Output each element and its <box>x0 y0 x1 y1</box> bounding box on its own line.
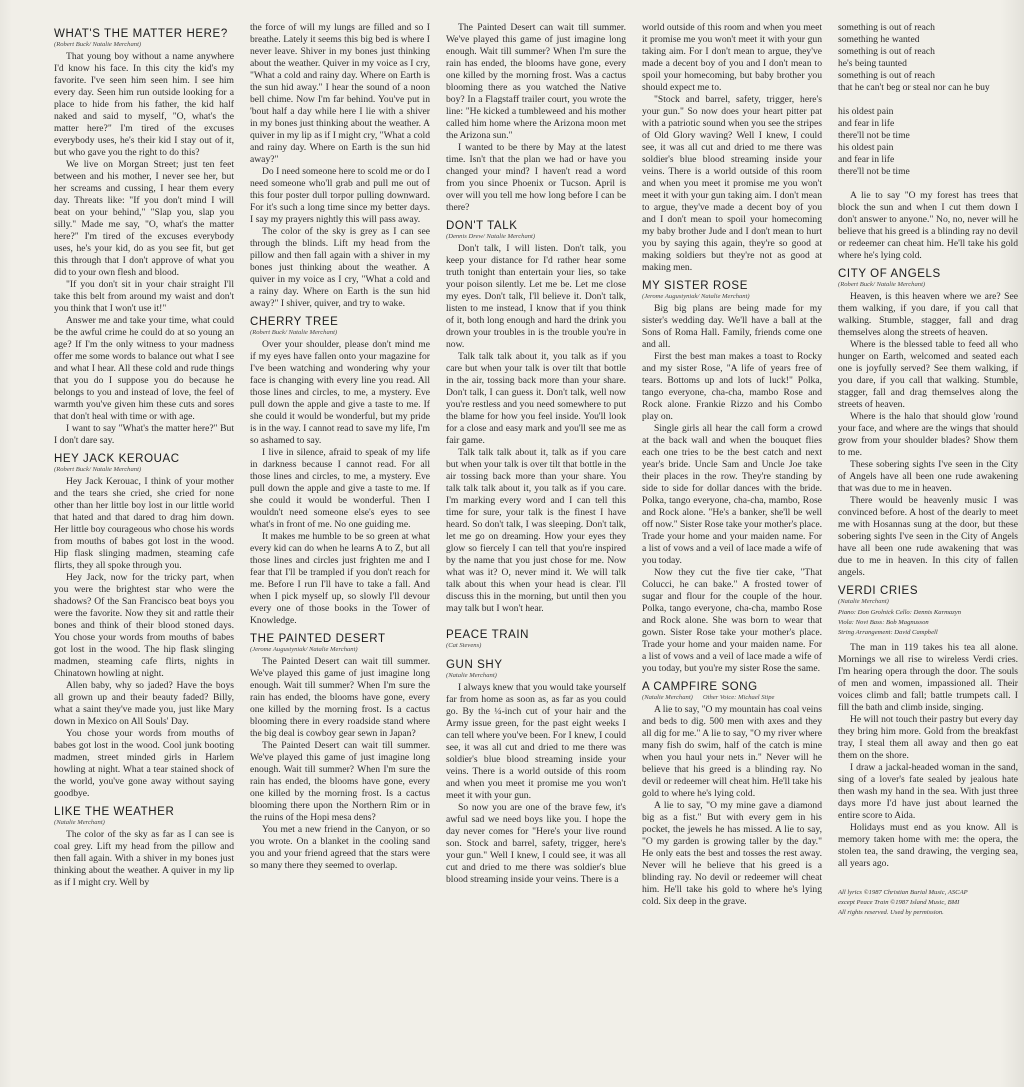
lyric-paragraph: Where is the halo that should glow 'round your face, and where are the wings that should grow from your shoulder blades? Show them to me. <box>838 411 1018 458</box>
lyric-paragraph: Hey Jack Kerouac, I think of your mother and the tears she cried, she cried for none other than her little boy lost in our little world that hated and that dared to drag him down. Her little boy courageous who chose his words from mouths of babes got lost in the wood. Hip flask slinging madmen, steaming cafe flirts, they all spoke through you. <box>54 476 234 571</box>
lyric-paragraph: Holidays must end as you know. All is memory taken home with me: the opera, the stolen tea, the sand drawing, the verging sea, all years ago. <box>838 822 1018 869</box>
lyric-columns <box>54 22 1018 1072</box>
lyric-line: there'll not be time <box>838 130 910 141</box>
song-title: MY SISTER ROSE <box>642 280 748 292</box>
song-title: WHAT'S THE MATTER HERE? <box>54 28 228 40</box>
songwriter-credit: (Robert Buck/ Natalie Merchant) <box>54 41 142 48</box>
songwriter-credit: (Natalie Merchant) <box>446 672 497 679</box>
lyric-line: and fear in life <box>838 154 895 165</box>
stanza-gap <box>838 178 1018 190</box>
lyric-paragraph: There would be heavenly music I was convinced before. A host of the dearly to meet me with Hosannas sung at the door, but these sobering sights I've seen in the City of Angels have all been one rude awakening that was due to me in heaven. In this city of fallen angels. <box>838 495 1018 578</box>
lyric-paragraph: "If you don't sit in your chair straight I'll take this belt from around my waist and don't you think that I won't use it!" <box>54 279 234 314</box>
column-5 <box>838 22 1018 1072</box>
column-3 <box>446 22 626 1072</box>
lyric-line: something is out of reach <box>838 22 935 33</box>
song-title: HEY JACK KEROUAC <box>54 453 180 465</box>
lyric-paragraph: Single girls all hear the call form a crowd at the back wall and when the bouquet flies each one tries to be the best catch and next year's bride. Uncle Sam and Uncle Joe take their places in the row. They're standing by side to side for dollar dances with the bride. Polka, tango everyone, cha-cha, mambo, Rose and Rock alone. "He's a banker, she'll be well off now." Sister Rose take your mother's place. Trade your home and your maiden name. For a list of vows and a veil of lace made a wife of you today. <box>642 423 822 566</box>
songwriter-credit: (Robert Buck/ Natalie Merchant) <box>250 329 338 336</box>
lyric-paragraph: The Painted Desert can wait till summer. We've played this game of just imagine long enough. Wait till summer? When I'm sure the rain has ended, the blooms have gone, every one killed by the morning frost. Is a cactus blooming there in every roadside stand where the big deal is cowboy gear sewn in Japan? <box>250 656 430 739</box>
lyric-paragraph: Where is the blessed table to feed all who hunger on Earth, welcomed and seated each one is joyfully served? See them walking, if you dare, if you call that walking. Stumble, stagger, fall and drag themselves along the streets of heaven. <box>838 339 1018 410</box>
lyric-paragraph: A lie to say, "O my mountain has coal veins and beds to dig. 500 men with axes and they all dig for me." A lie to say, "O my river where many fish do swim, half of the catch is mine when you haul your nets in." Never will he believe that his greed is a blinding ray. No devil or redeemer will cheat him. He'll take his gold to where he's lying cold. <box>642 704 822 799</box>
songwriter-credit: (Jerome Augustyniak/ Natalie Merchant) <box>250 646 358 653</box>
lyric-paragraph: A lie to say "O my forest has trees that block the sun and when I cut them down I don't answer to anyone." No, no, never will he believe that his greed is a blinding ray no devil or redeemer can cheat him. He'll take his gold where he's lying cold. <box>838 190 1018 261</box>
lyric-paragraph: The Painted Desert can wait till summer. We've played this game of just imagine long enough. Wait till summer? When I'm sure the rain has ended, the blooms have gone, every one killed by the morning frost. Was a cactus blooming there as you watched the Native boy? In a Flagstaff trailer court, you wrote the line: "He kicked a tumbleweed and his mother called him home where the Arizona moon met the Arizona sun." <box>446 22 626 141</box>
songwriter-credit: (Natalie Merchant) <box>838 598 889 605</box>
songwriter-credit: (Cat Stevens) <box>446 642 482 649</box>
lyric-paragraph: I draw a jackal-headed woman in the sand, sing of a lover's fate sealed by jealous hate then wash my hand in the sea. With just three days more I'd have just about learned the entire score to Aida. <box>838 762 1018 821</box>
copyright-notice <box>838 888 1018 918</box>
lyric-paragraph: He will not touch their pastry but every day they bring him more. Gold from the breakfast tray, I steal them all away and then go eat them on the shore. <box>838 714 1018 761</box>
lyric-paragraph: The Painted Desert can wait till summer. We've played this game of just imagine long enough. Wait till summer? When I'm sure the rain has ended, the blooms have gone, every one killed by the morning frost. Is a cactus blooming there upon the Northern Rim or in the ruins of the Hopi mesa dens? <box>250 740 430 823</box>
lyric-paragraph: world outside of this room and when you meet it promise me you won't meet it with your gun taking aim. For I don't mean to argue, they've made a decent boy of you and I don't mean to spoil your homecoming, but baby brother you should expect me to. <box>642 22 822 93</box>
songwriter-credit: (Robert Buck/ Natalie Merchant) <box>54 466 142 473</box>
lyric-paragraph: The color of the sky is grey as I can see through the blinds. Lift my head from the pillow and then fall again with a shiver in my bones just thinking about the weather. A quiver in my voice as I cry, "What a cold and a rainy day. Where on Earth is the sun hid away?" I shiver, quiver, and try to wake. <box>250 226 430 309</box>
song-title: GUN SHY <box>446 659 503 671</box>
column-4 <box>642 22 822 1072</box>
musician-credits <box>838 608 1018 638</box>
song-title: LIKE THE WEATHER <box>54 806 175 818</box>
lyric-paragraph: Hey Jack, now for the tricky part, when you were the brightest star who were the shadows? Of the San Francisco beat boys you were the favorite. Now they sit and rattle their bones and think of their blood stoned days. You chose your words from mouths of babes got lost in the wood. The hip flask slinging madmen, steaming cafe flirts, nights in Chinatown howling at night. <box>54 572 234 679</box>
lyric-paragraph: Now they cut the five tier cake, "That Colucci, he can bake." A frosted tower of sugar and flour for the couple of the hour. Polka, tango everyone, cha-cha, mambo Rose and Rock alone. She was born to wear that gown. Sister Rose take your mother's place. Trade your home and your maiden name. For a list of vows and a veil of lace made a wife of you today, but you're my sister Rose the same. <box>642 567 822 674</box>
song-title: THE PAINTED DESERT <box>250 633 386 645</box>
lyric-paragraph: It makes me humble to be so green at what every kid can do when he learns A to Z, but all those lines and circles just frighten me and I fear that I'll be trampled if you don't reach for me. Before I run I'll have to take a fall. And when I pick myself up, so slowly I'll devour every one of those books in the Tower of Knowledge. <box>250 531 430 626</box>
song-title: A CAMPFIRE SONG <box>642 681 758 693</box>
lyric-paragraph: Talk talk talk about it, you talk as if you care but when your talk is over tilt that bottle in the air, tossing back more than your share. Don't talk, I can guess it. Don't talk, well now you're restless and you need somewhere to put the blame for how you feel inside. You'll look for a close and easy mark and you'll see me as fair game. <box>446 351 626 446</box>
song-title: VERDI CRIES <box>838 585 919 597</box>
column-2 <box>250 22 430 1072</box>
lyric-line: and fear in life <box>838 118 895 129</box>
songwriter-credit: (Dennis Drew/ Natalie Merchant) <box>446 233 536 240</box>
lyric-paragraph: Allen baby, why so jaded? Have the boys all grown up and their beauty faded? Billy, what a saint they've made you, just like Mary down in Mexico on All Souls' Day. <box>54 680 234 727</box>
song-title: CHERRY TREE <box>250 316 339 328</box>
stanza-gap <box>838 94 1018 106</box>
lyric-line: his oldest pain <box>838 106 894 117</box>
lyric-paragraph: Don't talk, I will listen. Don't talk, you keep your distance for I'd rather hear some truth tonight than entertain your lies, so take your poison silently. Let me be. Let me close my eyes. Don't talk, I'll believe it. Don't talk, listen to me instead, I know that if you think of it, both long enough and hard the drink you drown your troubles in is the trouble you're in now. <box>446 243 626 350</box>
copyright-line: except Peace Train ©1987 Island Music, BMI <box>838 899 960 906</box>
lyric-paragraph: Heaven, is this heaven where we are? See them walking, if you dare, if you call that walking. Stumble, stagger, fall and drag themselves along the streets of heaven. <box>838 291 1018 338</box>
song-title: PEACE TRAIN <box>446 629 530 641</box>
lyric-paragraph: You met a new friend in the Canyon, or so you wrote. On a blanket in the cooling sand you and your friend agreed that the stars were so many there they seemed to overlap. <box>250 824 430 871</box>
lyric-paragraph: Answer me and take your time, what could be the awful crime he could do at so young an age? If I'm the only witness to your madness offer me some words to balance out what I see and what I hear. All these cold and rude things that you do I suppose you do because he belongs to you and instead of love, the feel of warmth you've given him these cuts and sores that don't heal with time or with age. <box>54 315 234 422</box>
lyric-paragraph: Big big plans are being made for my sister's wedding day. We'll have a ball at the Sons of Roma Hall. Family, friends come one and all. <box>642 303 822 350</box>
lyric-line: something is out of reach <box>838 46 935 57</box>
lyric-paragraph: I always knew that you would take yourself far from home as soon as, as far as you could go. By the ¼-inch cut of your hair and the Army issue green, for the past eight weeks I can tell where you've been. For I knew, I could see, it was all cut and dried to me there was soldier's blue blood streaming inside your veins. There is a world outside of this room and when you meet it promise me you won't meet it with your gun. <box>446 682 626 801</box>
songwriter-credit: (Natalie Merchant) <box>54 819 105 826</box>
lyric-paragraph: These sobering sights I've seen in the City of Angels have all been one rude awakening that was due to me in heaven. <box>838 459 1018 494</box>
lyric-paragraph: So now you are one of the brave few, it's awful sad we need boys like you. I hope the day never comes for "Here's your live round son. Stock and barrel, safety, trigger, here's your gun." Well I knew, I could see, it was all cut and dried to me there was soldier's blue blood streaming inside your veins. There is a <box>446 802 626 885</box>
songwriter-credit: (Robert Buck/ Natalie Merchant) <box>838 281 926 288</box>
other-voice-credit: Other Voice: Michael Stipe <box>702 694 775 701</box>
lyric-paragraph: The man in 119 takes his tea all alone. Mornings we all rise to wireless Verdi cries. I'm hearing opera through the door. The souls of men and women, impassioned all. Their voices climb and fall; battle trumpets call. I fill the bath and climb inside, singing. <box>838 642 1018 713</box>
lyric-line: his oldest pain <box>838 142 894 153</box>
lyric-paragraph: I want to say "What's the matter here?" But I don't dare say. <box>54 423 234 446</box>
songwriter-credit-text: (Natalie Merchant) <box>642 694 693 701</box>
lyric-line: that he can't beg or steal nor can he buy <box>838 82 990 93</box>
musician-credit-line: Piano: Don Grolnick Cello: Dennis Karmazyn <box>838 609 962 616</box>
lyric-paragraph: You chose your words from mouths of babes got lost in the wood. Cool junk booting madmen, street minded girls in Harlem howling at night. What a tear stained shock of the world, you've gone away without saying goodbye. <box>54 728 234 799</box>
lyric-paragraph: A lie to say, "O my mine gave a diamond big as a fist." But with every gem in his pocket, the jewels he has missed. A lie to say, "O my garden is growing taller by the day." He only eats the best and tosses the rest away. Never will he believe that his greed is a blinding ray. No devil or redeemer will cheat him. He'll take his gold to where he's lying cold. Six deep in the grave. <box>642 800 822 907</box>
lyric-line: there'll not be time <box>838 166 910 177</box>
lyric-paragraph: First the best man makes a toast to Rocky and my sister Rose, "A life of years free of tears. Bottoms up and lots of luck!" Polka, tango everyone, cha-cha, mambo Rose and Rock alone. Frankie Rizzo and his Combo play on. <box>642 351 822 422</box>
lyric-paragraph: Do I need someone here to scold me or do I need someone who'll grab and pull me out of this four poster dull torpor pulling downward. For it's such a long time since my better days. I say my prayers nightly this will pass away. <box>250 166 430 225</box>
musician-credit-line: Viola: Novi Bass: Bob Magnusson <box>838 619 929 626</box>
lyric-line: he's being taunted <box>838 58 907 69</box>
lyric-paragraph: That young boy without a name anywhere I'd know his face. In this city the kid's my favorite. I've seen him seen him. I see him every day. Seen him run outside looking for a place to hide from his father, the kid half naked and said to myself, "O, what's the matter here?" I'm tired of the excuses everybody uses, he's their kid I stay out of it, but who gave you the right to do this? <box>54 51 234 158</box>
lyric-line: something he wanted <box>838 34 920 45</box>
lyric-paragraph: We live on Morgan Street; just ten feet between and his mother, I never see her, but her screams and cussing, I hear them every day. Threats like: "If you don't mind I will beat on your behind," "Slap you, slap you silly." Made me say, "O, what's the matter here?" I'm tired of the excuses everybody uses, he's your kid, do as you see fit, but get this through that I don't approve of what you did to your own flesh and blood. <box>54 159 234 278</box>
lyric-line: something is out of reach <box>838 70 935 81</box>
lyric-paragraph: Over your shoulder, please don't mind me if my eyes have fallen onto your magazine for I've been watching and wondering why your face is changing with every line you read. All those lines and circles, to me, a mystery. Eve pull down the apple and give a taste to me. If she could it would be wonderful, but my pride is in the way. I cannot read to save my life, I'm so ashamed to say. <box>250 339 430 446</box>
copyright-line: All rights reserved. Used by permission. <box>838 909 944 916</box>
musician-credit-line: String Arrangement: David Campbell <box>838 629 938 636</box>
song-title: CITY OF ANGELS <box>838 268 941 280</box>
songwriter-credit: (Jerome Augustyniak/ Natalie Merchant) <box>642 293 750 300</box>
column-1 <box>54 22 234 1072</box>
lyric-paragraph: The color of the sky as far as I can see is coal grey. Lift my head from the pillow and then fall again. With a shiver in my bones just thinking about the weather. A quiver in my lip as if I might cry. Well by <box>54 829 234 888</box>
songwriter-credit <box>642 694 822 701</box>
lyric-paragraph: I wanted to be there by May at the latest time. Isn't that the plan we had or have you changed your mind? I haven't read a word from you since Phoenix or Tucson. April is over will you tell me how long before I can be there? <box>446 142 626 213</box>
song-title: DON'T TALK <box>446 220 518 232</box>
lyric-paragraph: "Stock and barrel, safety, trigger, here's your gun." So now does your heart pitter pat with a patriotic sound when you see the stripes of Old Glory waving? Well I knew, I could see, it was all cut and dried to me there was soldier's blue blood streaming inside your veins. There is a world outside of this room and when you meet it promise me you won't meet it with your gun taking aim. I don't mean to argue, they've made a decent boy of you and I don't mean to spoil your homecoming my baby brother Jude and I don't mean to hurt you by saying this again, they're so good at making soldiers but they're not as good at making men. <box>642 94 822 273</box>
lyric-paragraph: the force of will my lungs are filled and so I breathe. Lately it seems this big bed is where I never leave. Shiver in my bones just thinking about the weather. Quiver in my voice as I cry, "What a cold and rainy day. Where on Earth is the sun hid away." I hear the sound of a noon bell chime. Now I'm far behind. You've put in 'bout half a day while here I lie with a shiver in my bones just thinking about the weather. A quiver in my lip as if I might cry, "What a cold and rainy day. Where on Earth is the sun hid away?" <box>250 22 430 165</box>
copyright-line: All lyrics ©1987 Christian Burial Music, ASCAP <box>838 889 968 896</box>
lyric-paragraph: I live in silence, afraid to speak of my life in darkness because I cannot read. For all those lines and circles, to me, a mystery. Eve pull down the apple and give a taste to me. If she could it would be wonderful. Then I wouldn't need someone else's eyes to see what's in front of me. No one guiding me. <box>250 447 430 530</box>
lyric-paragraph: Talk talk talk about it, talk as if you care but when your talk is over tilt that bottle in the air tossing back more than your share. You talk talk talk about it, you talk as if you care. I'm marking every word and I can tell this time for sure, your talk is the finest I have heard. So don't talk, I was sleeping. Don't talk, let me go on dreaming. How your eyes they glow so fiercely I can tell that you're inspired by the name that you just chose for me. Now what was it? O, never mind it. We will talk talk about this when your head is clear. I'll discuss this in the morning, but until then you may talk but I won't hear. <box>446 447 626 614</box>
